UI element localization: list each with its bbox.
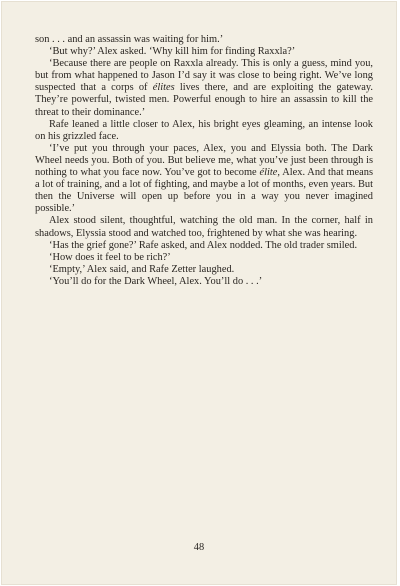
paragraph	[35, 46, 373, 58]
text-run: ‘You’ll do for the Dark Wheel, Alex. You’ll do . . .’	[49, 275, 263, 287]
text-run: lives there, and are exploiting the gateway. They’re powerful, twisted men. Powerful enough to hire an assassin to kill the threat to their dominance.’	[35, 82, 373, 118]
text-run: Rafe leaned a little closer to Alex, his bright eyes gleaming, an intense look on his grizzled face.	[35, 118, 373, 142]
italic-text: élites	[152, 82, 175, 94]
body-text	[35, 34, 373, 288]
paragraph	[35, 34, 373, 46]
page-number: 48	[193, 542, 205, 553]
text-run: ‘Empty,’ Alex said, and Rafe Zetter laughed.	[49, 263, 235, 275]
text-run: ‘Because there are people on Raxxla already. This is only a guess, mind you, but from what happened to Jason I’d say it was close to being right. We’ve long suspected that a corps of	[35, 58, 373, 94]
paragraph	[35, 119, 373, 143]
text-run: son . . . and an assassin was waiting for him.’	[35, 34, 224, 45]
paragraph	[35, 252, 373, 264]
paragraph	[35, 215, 373, 239]
text-run: Alex stood silent, thoughtful, watching the old man. In the corner, half in shadows, Elyssia stood and watched too, frightened by what she was hearing.	[35, 215, 373, 239]
text-run: , Alex. And that means a lot of training, and a lot of fighting, and maybe a lot of months, even years. But then the Universe will open up before you in a way you never imagined possible.’	[35, 167, 374, 215]
paragraph	[35, 276, 373, 288]
text-run: ‘How does it feel to be rich?’	[49, 251, 171, 263]
paragraph	[35, 58, 373, 118]
text-run: ‘I’ve put you through your paces, Alex, you and Elyssia both. The Dark Wheel needs you. Both of you. But believe me, what you’ve just been through is nothing to what you face now. You’ve got to become	[35, 142, 373, 179]
text-run: ‘But why?’ Alex asked. ‘Why kill him for finding Raxxla?’	[49, 46, 296, 58]
paragraph	[35, 240, 373, 252]
italic-text: élite	[259, 167, 278, 179]
text-run: ‘Has the grief gone?’ Rafe asked, and Alex nodded. The old trader smiled.	[49, 239, 358, 251]
paragraph	[35, 264, 373, 276]
paragraph	[35, 143, 373, 216]
book-page	[2, 2, 396, 584]
